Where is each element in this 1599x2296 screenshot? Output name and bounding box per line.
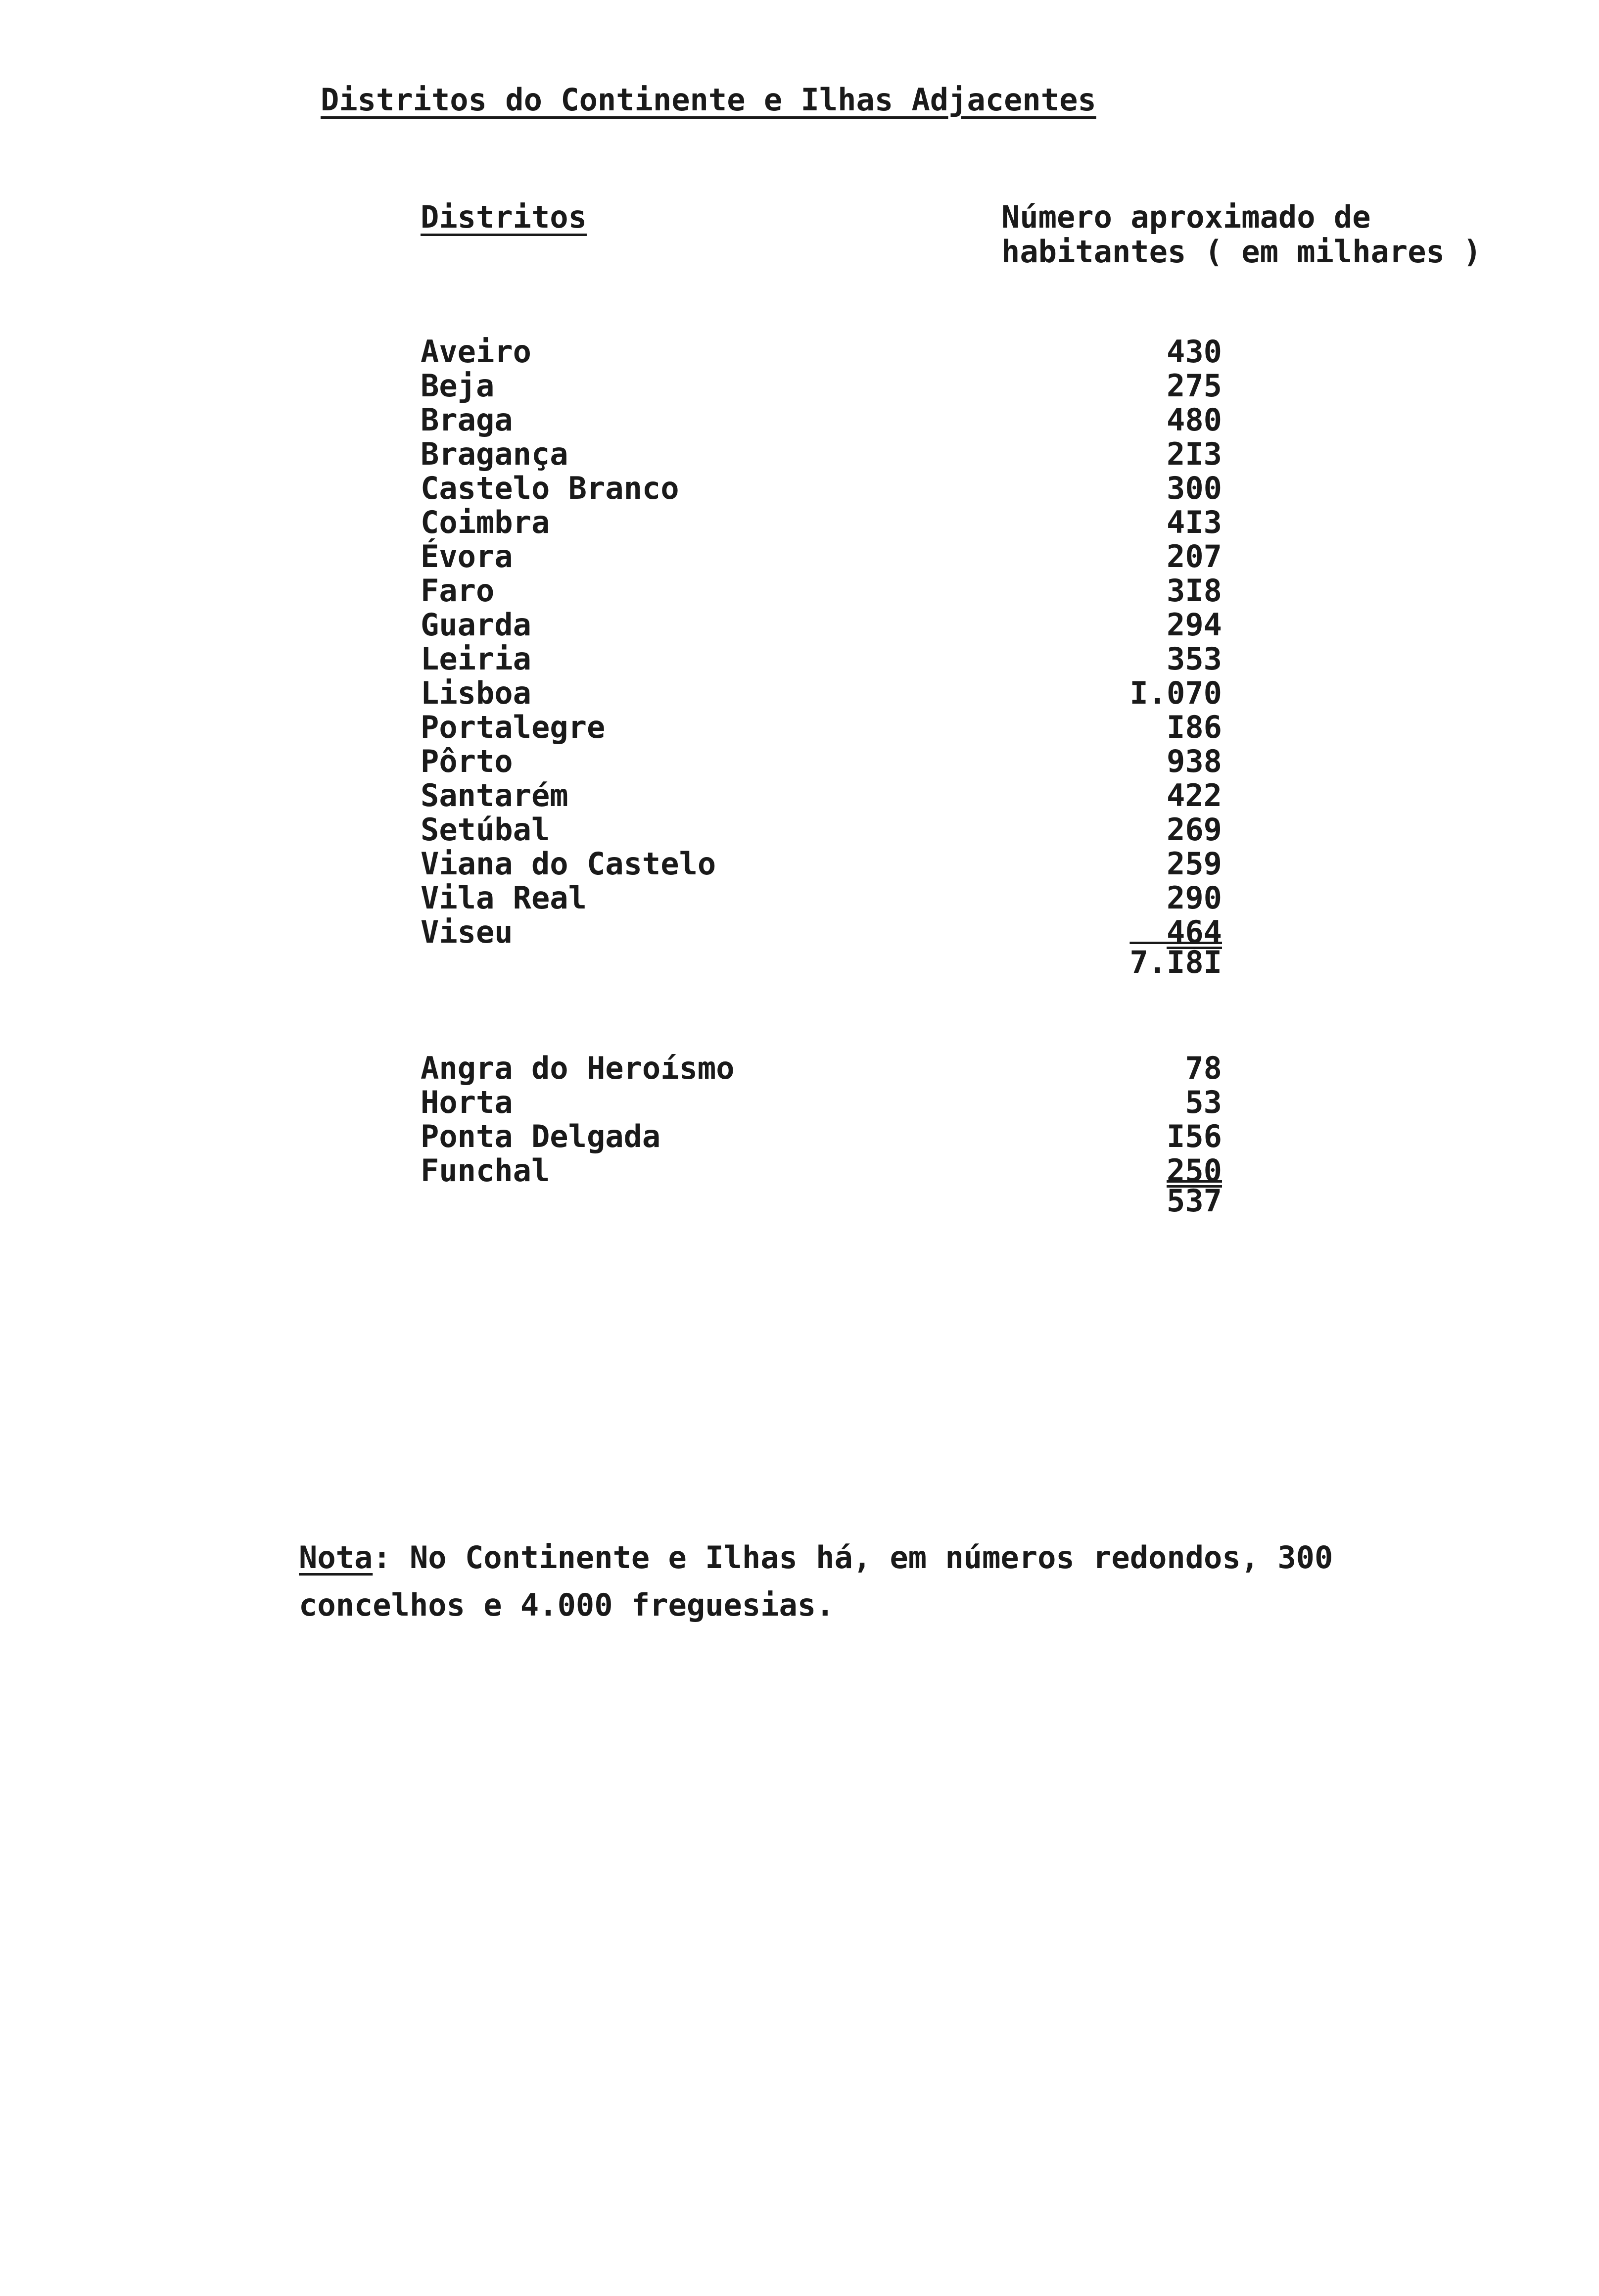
district-population: 422 [1167,777,1222,813]
note-line-1 [299,1534,1437,1581]
district-population: 290 [1167,880,1222,916]
table-row [421,813,1222,847]
district-name: Horta [421,1084,513,1120]
table-row [421,471,1222,505]
table-row [421,403,1222,437]
district-population: I86 [1167,709,1222,745]
table-row [421,574,1222,608]
district-population: 207 [1167,538,1222,574]
district-name: Santarém [421,777,568,813]
table-row [421,710,1222,744]
table-row [421,539,1222,574]
column-header-districts: Distritos [421,199,587,235]
district-population: 430 [1167,334,1222,370]
table-row [421,335,1222,369]
islands-total-row [421,1183,1222,1222]
district-name: Bragança [421,436,568,472]
district-name: Pôrto [421,743,513,779]
district-name: Ponta Delgada [421,1118,661,1154]
column-header-population-line1: Número aproximado de [1001,199,1371,235]
district-population: 250 [1167,1152,1222,1189]
table-row [421,744,1222,778]
district-population: 4I3 [1167,504,1222,540]
district-name: Faro [421,573,495,609]
table-row [421,915,1222,949]
column-header-population-line2: habitantes ( em milhares ) [1001,234,1482,270]
note-paragraph [299,1534,1437,1629]
note-label: Nota [299,1539,373,1576]
district-population: 938 [1167,743,1222,779]
district-population: 480 [1167,402,1222,438]
note-line-2: concelhos e 4.000 freguesias. [299,1587,835,1623]
district-population: 269 [1167,812,1222,848]
table-row [421,437,1222,471]
district-name: Guarda [421,607,531,643]
district-name: Castelo Branco [421,470,679,506]
table-row [421,1153,1222,1188]
district-name: Beja [421,368,495,404]
document-title: Distritos do Continente e Ilhas Adjacentes [321,82,1096,118]
continent-total: 7.I8I [1129,944,1222,980]
district-population: 464 [1167,914,1222,950]
table-row [421,847,1222,881]
district-population: 2I3 [1167,436,1222,472]
district-name: Angra do Heroísmo [421,1050,735,1086]
district-population: 259 [1167,846,1222,882]
islands-table [421,1051,1222,1222]
district-name: Évora [421,538,513,574]
table-row [421,1119,1222,1153]
district-population: 353 [1167,641,1222,677]
district-name: Braga [421,402,513,438]
islands-total: 537 [1167,1183,1222,1219]
district-name: Funchal [421,1152,550,1189]
district-name: Coimbra [421,504,550,540]
district-population: 78 [1185,1050,1222,1086]
table-row [421,608,1222,642]
district-name: Portalegre [421,709,606,745]
district-population: I.070 [1129,675,1222,711]
table-row [421,642,1222,676]
district-name: Viseu [421,914,513,950]
district-name: Setúbal [421,812,550,848]
district-name: Vila Real [421,880,587,916]
district-population: I56 [1167,1118,1222,1154]
district-name: Lisboa [421,675,531,711]
continent-total-row [421,944,1222,983]
table-row [421,1085,1222,1119]
table-row [421,778,1222,813]
district-population: 300 [1167,470,1222,506]
column-header-population [1001,200,1482,269]
table-row [421,505,1222,539]
district-population: 275 [1167,368,1222,404]
table-row [421,1051,1222,1085]
district-name: Viana do Castelo [421,846,716,882]
district-name: Aveiro [421,334,531,370]
table-row [421,369,1222,403]
table-row [421,676,1222,710]
district-population: 3I8 [1167,573,1222,609]
district-population: 53 [1185,1084,1222,1120]
continent-table [421,335,1222,983]
district-population: 294 [1167,607,1222,643]
table-row [421,881,1222,915]
note-text-1: : No Continente e Ilhas há, em números redondos, 300 [373,1539,1333,1576]
district-name: Leiria [421,641,531,677]
